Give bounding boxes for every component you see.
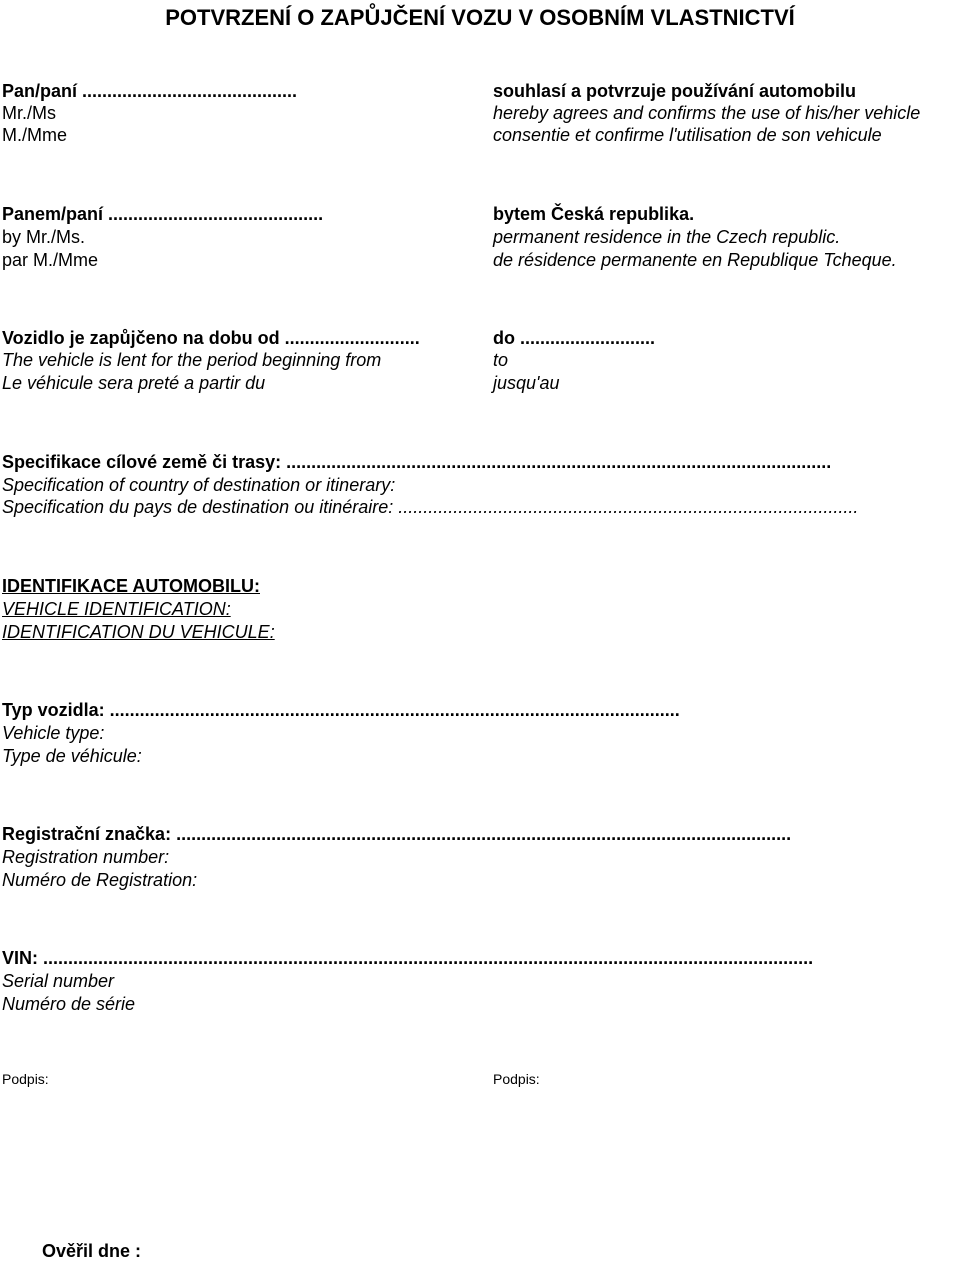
period-to-en: to: [493, 350, 509, 370]
verified-date-label: Ověřil dne :: [42, 1241, 142, 1261]
destination-cz: Specifikace cílové země či trasy: .............................................................................................................: [2, 452, 832, 472]
registration-fr: Numéro de Registration:: [2, 870, 198, 890]
vin-cz: VIN: ..........................................................................................................................................................: [2, 948, 814, 968]
lender-label-fr: M./Mme: [2, 125, 67, 145]
vehicle-type-en: Vehicle type:: [2, 723, 105, 743]
lender-label-cz: Pan/paní ...........................................: [2, 81, 298, 101]
signature-left-label: Podpis:: [2, 1071, 49, 1087]
vehicle-type-fr: Type de véhicule:: [2, 746, 142, 766]
vehicle-type-cz: Typ vozidla: ..................................................................................................................: [2, 700, 680, 720]
lender-label-en: Mr./Ms: [2, 103, 56, 123]
period-from-fr: Le véhicule sera preté a partir du: [2, 373, 266, 393]
agreement-en: hereby agrees and confirms the use of his/her vehicle: [493, 103, 921, 123]
residence-cz: bytem Česká republika.: [493, 204, 695, 224]
signature-right-label: Podpis:: [493, 1071, 540, 1087]
borrower-label-fr: par M./Mme: [2, 250, 99, 270]
residence-en: permanent residence in the Czech republic.: [493, 227, 841, 247]
residence-fr: de résidence permanente en Republique Tcheque.: [493, 250, 897, 270]
vehicle-id-heading-fr: IDENTIFICATION DU VEHICULE:: [2, 622, 275, 642]
vehicle-id-heading-cz: IDENTIFIKACE AUTOMOBILU:: [2, 576, 260, 596]
agreement-cz: souhlasí a potvrzuje používání automobilu: [493, 81, 857, 101]
period-to-cz: do ...........................: [493, 328, 656, 348]
vin-fr: Numéro de série: [2, 994, 136, 1014]
destination-fr: Specification du pays de destination ou itinéraire: ............................................................................................: [2, 497, 859, 517]
agreement-fr: consentie et confirme l'utilisation de son vehicule: [493, 125, 882, 145]
document-title: POTVRZENÍ O ZAPŮJČENÍ VOZU V OSOBNÍM VLASTNICTVÍ: [165, 5, 795, 30]
vehicle-id-heading-en: VEHICLE IDENTIFICATION:: [2, 599, 231, 619]
borrower-label-cz: Panem/paní ...........................................: [2, 204, 324, 224]
vin-en: Serial number: [2, 971, 115, 991]
destination-en: Specification of country of destination or itinerary:: [2, 475, 396, 495]
borrower-label-en: by Mr./Ms.: [2, 227, 86, 247]
registration-cz: Registrační značka: ...........................................................................................................................: [2, 824, 792, 844]
registration-en: Registration number:: [2, 847, 170, 867]
period-from-cz: Vozidlo je zapůjčeno na dobu od ...........................: [2, 328, 420, 348]
period-to-fr: jusqu'au: [493, 373, 560, 393]
period-from-en: The vehicle is lent for the period beginning from: [2, 350, 382, 370]
